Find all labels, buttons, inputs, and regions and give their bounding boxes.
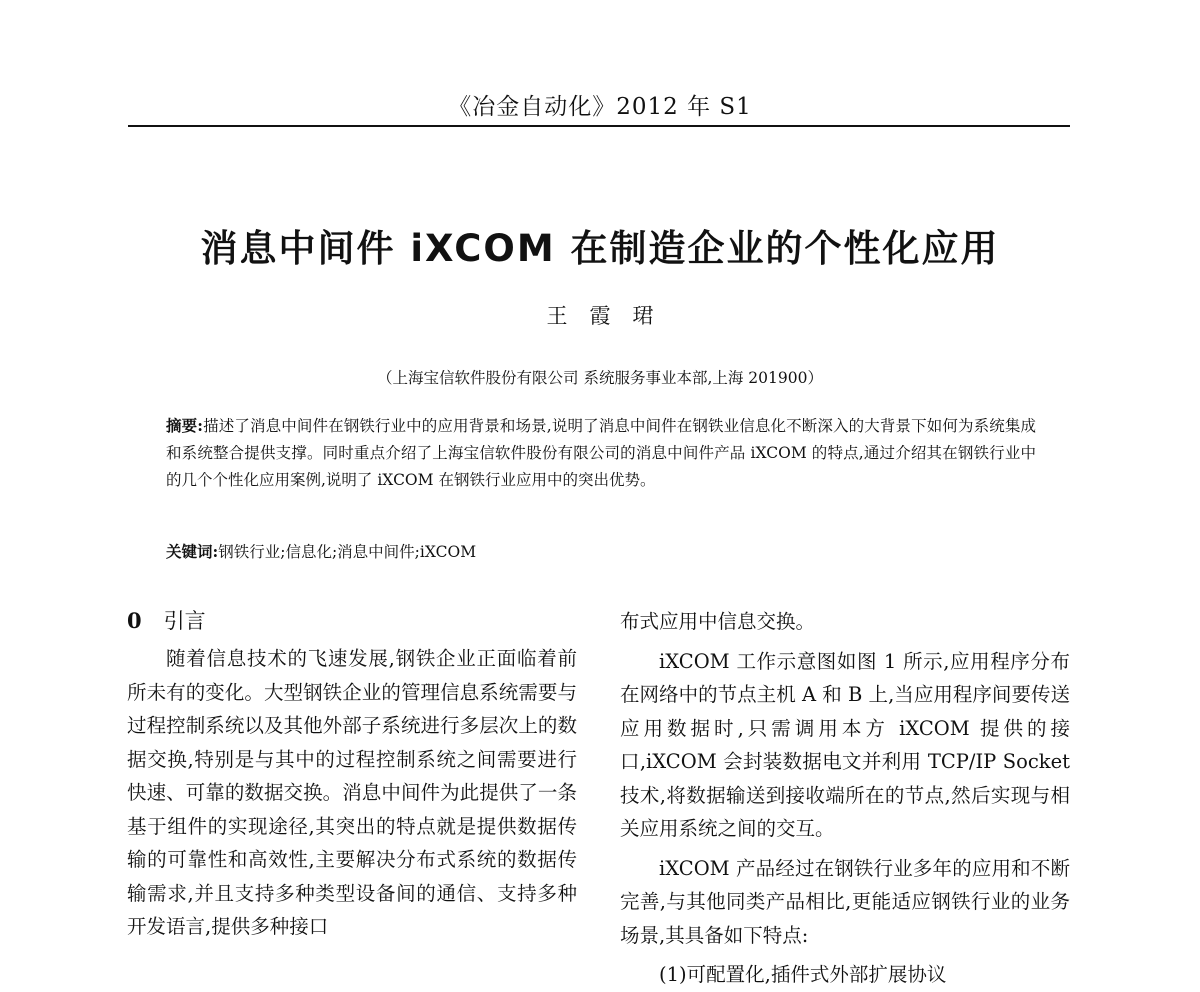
right-column [620, 605, 1070, 992]
body-paragraph: iXCOM 产品经过在钢铁行业多年的应用和不断完善,与其他同类产品相比,更能适应钢铁行业的业务场景,其具备如下特点: [620, 856, 1070, 947]
section-heading [127, 606, 206, 636]
abstract-label: 摘要: [166, 416, 203, 435]
section-number: 0 [127, 608, 142, 633]
abstract-text: 描述了消息中间件在钢铁行业中的应用背景和场景,说明了消息中间件在钢铁业信息化不断深入的大背景下如何为系统集成和系统整合提供支撑。同时重点介绍了上海宝信软件股份有限公司的消息中间件产品 iXCOM 的特点,通过介绍其在钢铁行业中的几个个性化应用案例,说明了 iXCOM 在钢铁行业应用中的突出优势。 [166, 417, 1036, 489]
journal-running-header: 《冶金自动化》2012 年 S1 [448, 94, 752, 120]
body-paragraph-continued: 布式应用中信息交换。 [620, 610, 816, 633]
body-paragraph: 随着信息技术的飞速发展,钢铁企业正面临着前所未有的变化。大型钢铁企业的管理信息系统需要与过程控制系统以及其他外部子系统进行多层次上的数据交换,特别是与其中的过程控制系统之间需要进行快速、可靠的数据交换。消息中间件为此提供了一条基于组件的实现途径,其突出的特点就是提供数据传输的可靠性和高效性,主要解决分布式系统的数据传输需求,并且支持多种类型设备间的通信、支持多种开发语言,提供多种接口 [127, 647, 577, 938]
list-item: (1)可配置化,插件式外部扩展协议 [659, 963, 947, 986]
author-affiliation: （上海宝信软件股份有限公司 系统服务事业本部,上海 201900） [377, 369, 823, 387]
body-paragraph: iXCOM 工作示意图如图 1 所示,应用程序分布在网络中的节点主机 A 和 B 上,当应用程序间要传送应用数据时,只需调用本方 iXCOM 提供的接口,iXCOM 会封装数据电文并利用 TCP/IP Socket 技术,将数据输送到接收端所在的节点,然后实现与相关应用系统之间的交互。 [620, 649, 1070, 840]
section-title: 引言 [163, 609, 206, 633]
left-column [127, 642, 577, 944]
article-title: 消息中间件 iXCOM 在制造企业的个性化应用 [200, 227, 1000, 270]
header-rule [128, 125, 1070, 127]
abstract [166, 412, 1036, 494]
keywords [166, 538, 1036, 566]
keywords-text: 钢铁行业;信息化;消息中间件;iXCOM [218, 543, 477, 561]
keywords-label: 关键词: [166, 542, 219, 561]
author-name: 王霞珺 [546, 304, 676, 328]
